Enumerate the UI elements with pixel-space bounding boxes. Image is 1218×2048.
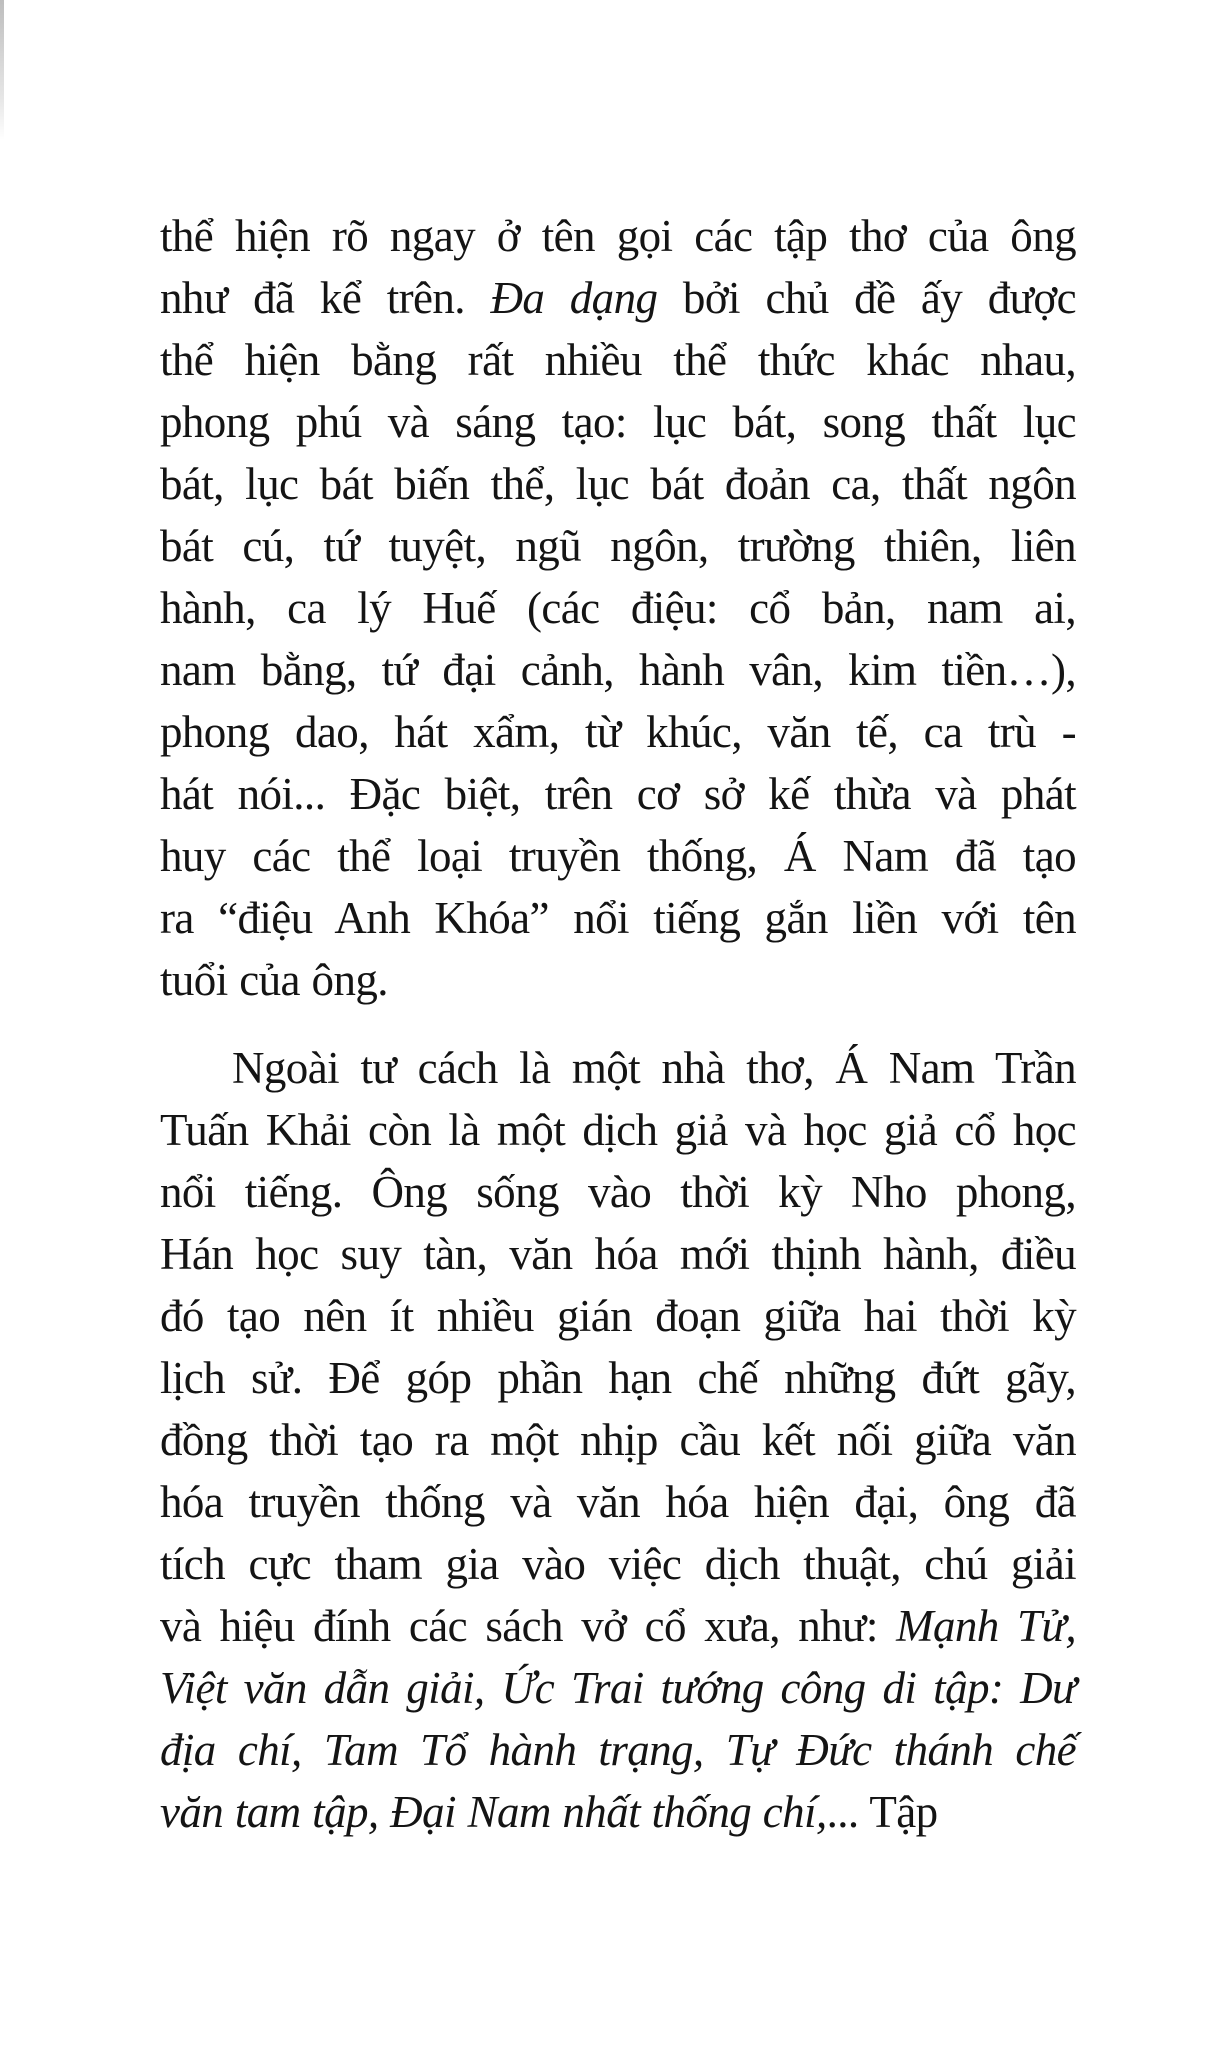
body-text: bởi chủ đề ấy được: [657, 273, 1076, 323]
text-line: [160, 577, 1076, 639]
body-text: và hiệu đính các sách vở cổ xưa, như:: [160, 1601, 897, 1651]
body-text: như đã kể trên.: [160, 273, 491, 323]
text-line: [160, 1533, 1076, 1595]
text-line: [160, 701, 1076, 763]
body-text: thể hiện rõ ngay ở tên gọi các tập thơ của ông: [160, 211, 1076, 261]
body-text: bát cú, tứ tuyệt, ngũ ngôn, trường thiên, liên: [160, 521, 1076, 571]
body-text: huy các thể loại truyền thống, Á Nam đã tạo: [160, 831, 1076, 881]
text-line: [160, 763, 1076, 825]
body-text: phong dao, hát xẩm, từ khúc, văn tế, ca trù -: [160, 707, 1076, 757]
body-text: đồng thời tạo ra một nhịp cầu kết nối giữa văn: [160, 1415, 1076, 1465]
page-edge-shadow: [0, 0, 4, 140]
body-text: phong phú và sáng tạo: lục bát, song thất lục: [160, 397, 1076, 447]
body-text: hóa truyền thống và văn hóa hiện đại, ông đã: [160, 1477, 1076, 1527]
italic-title-text: Mạnh Tử,: [896, 1601, 1076, 1651]
text-line: [160, 1409, 1076, 1471]
text-line: [160, 1285, 1076, 1347]
italic-title-text: Đa dạng: [490, 273, 658, 323]
text-line: [160, 453, 1076, 515]
body-text: hát nói... Đặc biệt, trên cơ sở kế thừa và phát: [160, 769, 1076, 819]
italic-title-text: Việt văn dẫn giải, Ức Trai tướng công di tập: Dư: [160, 1663, 1076, 1713]
text-line: [160, 1719, 1076, 1781]
italic-title-text: địa chí, Tam Tổ hành trạng, Tự Đức thánh chế: [160, 1725, 1076, 1775]
text-line: [160, 887, 1076, 949]
body-text: tuổi của ông.: [160, 955, 388, 1005]
body-text: thể hiện bằng rất nhiều thể thức khác nhau,: [160, 335, 1076, 385]
body-text: bát, lục bát biến thể, lục bát đoản ca, thất ngôn: [160, 459, 1076, 509]
text-line: [160, 1099, 1076, 1161]
body-text: Tuấn Khải còn là một dịch giả và học giả cổ học: [160, 1105, 1076, 1155]
italic-title-text: văn tam tập, Đại Nam nhất thống chí,: [160, 1787, 827, 1837]
text-line: [160, 329, 1076, 391]
text-line: [160, 1471, 1076, 1533]
text-line: [160, 205, 1076, 267]
body-text: tích cực tham gia vào việc dịch thuật, chú giải: [160, 1539, 1076, 1589]
body-text: ra “điệu Anh Khóa” nổi tiếng gắn liền với tên: [160, 893, 1076, 943]
body-text: Hán học suy tàn, văn hóa mới thịnh hành, điều: [160, 1229, 1076, 1279]
text-line: [160, 639, 1076, 701]
body-text: đó tạo nên ít nhiều gián đoạn giữa hai thời kỳ: [160, 1291, 1076, 1341]
text-line: [160, 1347, 1076, 1409]
text-line: [160, 391, 1076, 453]
body-text: lịch sử. Để góp phần hạn chế những đứt gãy,: [160, 1353, 1076, 1403]
body-text: nổi tiếng. Ông sống vào thời kỳ Nho phong,: [160, 1167, 1076, 1217]
text-line: [160, 1037, 1076, 1099]
text-line: [160, 267, 1076, 329]
text-line: [160, 1657, 1076, 1719]
paragraph-1: [160, 205, 1076, 1011]
body-text: nam bằng, tứ đại cảnh, hành vân, kim tiền…),: [160, 645, 1076, 695]
book-page-body: [160, 205, 1076, 1843]
text-line: [160, 1781, 1076, 1843]
body-text: hành, ca lý Huế (các điệu: cổ bản, nam ai,: [160, 583, 1076, 633]
body-text: ... Tập: [826, 1787, 938, 1837]
paragraph-2: [160, 1037, 1076, 1843]
text-line: [160, 515, 1076, 577]
text-line: [160, 1161, 1076, 1223]
text-line: [160, 1595, 1076, 1657]
body-text: Ngoài tư cách là một nhà thơ, Á Nam Trần: [232, 1043, 1076, 1093]
text-line: [160, 825, 1076, 887]
text-line: [160, 1223, 1076, 1285]
text-line: [160, 949, 1076, 1011]
